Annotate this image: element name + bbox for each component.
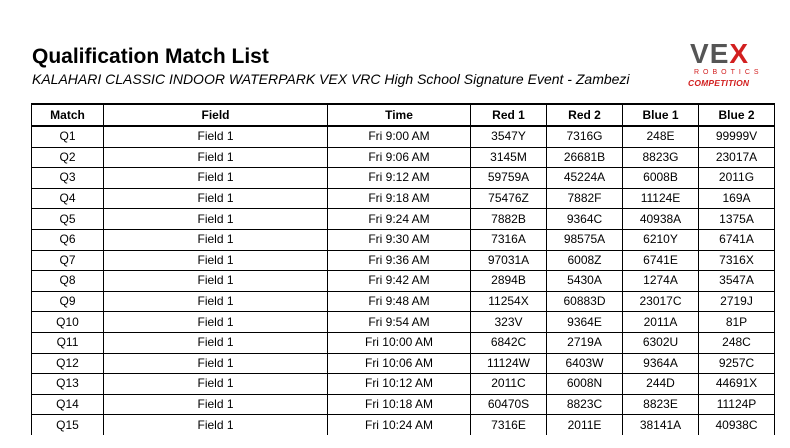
cell-blue-1: 11124E bbox=[623, 188, 699, 209]
column-header-red-2: Red 2 bbox=[547, 104, 623, 126]
cell-red-1: 6842C bbox=[471, 332, 547, 353]
cell-field: Field 1 bbox=[104, 229, 328, 250]
cell-red-2: 7316G bbox=[547, 126, 623, 147]
cell-field: Field 1 bbox=[104, 250, 328, 271]
column-header-red-1: Red 1 bbox=[471, 104, 547, 126]
cell-blue-2: 1375A bbox=[699, 209, 775, 230]
cell-time: Fri 9:00 AM bbox=[328, 126, 471, 147]
cell-red-2: 7882F bbox=[547, 188, 623, 209]
cell-field: Field 1 bbox=[104, 188, 328, 209]
cell-field: Field 1 bbox=[104, 394, 328, 415]
event-subtitle: KALAHARI CLASSIC INDOOR WATERPARK VEX VRC High School Signature Event - Zambezi bbox=[32, 71, 630, 87]
table-row bbox=[32, 291, 775, 312]
cell-blue-2: 9257C bbox=[699, 353, 775, 374]
cell-blue-1: 6210Y bbox=[623, 229, 699, 250]
cell-red-1: 97031A bbox=[471, 250, 547, 271]
cell-time: Fri 9:48 AM bbox=[328, 291, 471, 312]
cell-time: Fri 9:54 AM bbox=[328, 312, 471, 333]
table-row bbox=[32, 147, 775, 168]
table-row bbox=[32, 415, 775, 435]
cell-blue-1: 6302U bbox=[623, 332, 699, 353]
vex-robotics-logo bbox=[688, 40, 774, 90]
cell-blue-1: 2011A bbox=[623, 312, 699, 333]
cell-field: Field 1 bbox=[104, 353, 328, 374]
cell-time: Fri 10:18 AM bbox=[328, 394, 471, 415]
column-header-field: Field bbox=[104, 104, 328, 126]
cell-field: Field 1 bbox=[104, 147, 328, 168]
cell-blue-2: 99999V bbox=[699, 126, 775, 147]
cell-field: Field 1 bbox=[104, 168, 328, 189]
page-title: Qualification Match List bbox=[32, 45, 269, 68]
cell-field: Field 1 bbox=[104, 415, 328, 435]
cell-match: Q14 bbox=[32, 394, 104, 415]
cell-red-2: 8823C bbox=[547, 394, 623, 415]
cell-field: Field 1 bbox=[104, 291, 328, 312]
cell-time: Fri 9:36 AM bbox=[328, 250, 471, 271]
cell-blue-2: 169A bbox=[699, 188, 775, 209]
cell-red-1: 323V bbox=[471, 312, 547, 333]
cell-blue-1: 8823G bbox=[623, 147, 699, 168]
cell-match: Q7 bbox=[32, 250, 104, 271]
cell-match: Q5 bbox=[32, 209, 104, 230]
logo-robotics-text: ROBOTICS bbox=[694, 69, 763, 76]
cell-red-1: 75476Z bbox=[471, 188, 547, 209]
cell-time: Fri 9:18 AM bbox=[328, 188, 471, 209]
cell-time: Fri 9:24 AM bbox=[328, 209, 471, 230]
table-row bbox=[32, 394, 775, 415]
cell-time: Fri 10:06 AM bbox=[328, 353, 471, 374]
cell-blue-2: 3547A bbox=[699, 271, 775, 292]
cell-blue-1: 244D bbox=[623, 374, 699, 395]
cell-match: Q2 bbox=[32, 147, 104, 168]
cell-red-1: 3547Y bbox=[471, 126, 547, 147]
column-header-blue-2: Blue 2 bbox=[699, 104, 775, 126]
cell-blue-2: 44691X bbox=[699, 374, 775, 395]
cell-match: Q15 bbox=[32, 415, 104, 435]
table-row bbox=[32, 126, 775, 147]
cell-field: Field 1 bbox=[104, 209, 328, 230]
table-row bbox=[32, 250, 775, 271]
cell-red-1: 11254X bbox=[471, 291, 547, 312]
cell-blue-1: 38141A bbox=[623, 415, 699, 435]
cell-time: Fri 9:06 AM bbox=[328, 147, 471, 168]
match-table bbox=[31, 103, 775, 435]
cell-match: Q13 bbox=[32, 374, 104, 395]
cell-field: Field 1 bbox=[104, 271, 328, 292]
cell-match: Q4 bbox=[32, 188, 104, 209]
vex-letter-x: X bbox=[729, 38, 750, 69]
cell-red-2: 2719A bbox=[547, 332, 623, 353]
cell-red-1: 11124W bbox=[471, 353, 547, 374]
table-header-row bbox=[32, 104, 775, 126]
cell-match: Q6 bbox=[32, 229, 104, 250]
table-body bbox=[32, 126, 775, 435]
cell-time: Fri 9:30 AM bbox=[328, 229, 471, 250]
cell-blue-2: 2719J bbox=[699, 291, 775, 312]
cell-red-2: 26681B bbox=[547, 147, 623, 168]
cell-blue-2: 6741A bbox=[699, 229, 775, 250]
cell-blue-2: 23017A bbox=[699, 147, 775, 168]
table-row bbox=[32, 332, 775, 353]
cell-red-2: 2011E bbox=[547, 415, 623, 435]
cell-blue-2: 7316X bbox=[699, 250, 775, 271]
cell-field: Field 1 bbox=[104, 126, 328, 147]
cell-match: Q9 bbox=[32, 291, 104, 312]
table-row bbox=[32, 209, 775, 230]
cell-blue-1: 9364A bbox=[623, 353, 699, 374]
cell-red-1: 7882B bbox=[471, 209, 547, 230]
cell-match: Q12 bbox=[32, 353, 104, 374]
cell-time: Fri 10:00 AM bbox=[328, 332, 471, 353]
cell-match: Q1 bbox=[32, 126, 104, 147]
vex-wordmark bbox=[690, 40, 749, 68]
cell-time: Fri 10:24 AM bbox=[328, 415, 471, 435]
cell-red-2: 9364E bbox=[547, 312, 623, 333]
table-row bbox=[32, 312, 775, 333]
column-header-match: Match bbox=[32, 104, 104, 126]
table-row bbox=[32, 353, 775, 374]
cell-red-2: 6403W bbox=[547, 353, 623, 374]
cell-match: Q10 bbox=[32, 312, 104, 333]
cell-red-2: 6008N bbox=[547, 374, 623, 395]
table-row bbox=[32, 271, 775, 292]
cell-field: Field 1 bbox=[104, 374, 328, 395]
cell-blue-2: 40938C bbox=[699, 415, 775, 435]
cell-red-2: 98575A bbox=[547, 229, 623, 250]
table-row bbox=[32, 188, 775, 209]
vex-letter-v: V bbox=[690, 38, 710, 69]
cell-match: Q8 bbox=[32, 271, 104, 292]
cell-red-1: 60470S bbox=[471, 394, 547, 415]
cell-blue-2: 11124P bbox=[699, 394, 775, 415]
cell-match: Q3 bbox=[32, 168, 104, 189]
cell-blue-2: 248C bbox=[699, 332, 775, 353]
cell-match: Q11 bbox=[32, 332, 104, 353]
cell-red-2: 45224A bbox=[547, 168, 623, 189]
table-row bbox=[32, 229, 775, 250]
cell-time: Fri 9:42 AM bbox=[328, 271, 471, 292]
cell-red-2: 6008Z bbox=[547, 250, 623, 271]
cell-blue-1: 8823E bbox=[623, 394, 699, 415]
cell-blue-2: 2011G bbox=[699, 168, 775, 189]
logo-competition-text: COMPETITION bbox=[688, 78, 750, 88]
cell-blue-1: 1274A bbox=[623, 271, 699, 292]
table-row bbox=[32, 168, 775, 189]
table-row bbox=[32, 374, 775, 395]
cell-red-2: 5430A bbox=[547, 271, 623, 292]
cell-red-1: 2894B bbox=[471, 271, 547, 292]
cell-red-1: 7316A bbox=[471, 229, 547, 250]
cell-time: Fri 9:12 AM bbox=[328, 168, 471, 189]
cell-red-1: 2011C bbox=[471, 374, 547, 395]
cell-red-1: 7316E bbox=[471, 415, 547, 435]
cell-blue-1: 6008B bbox=[623, 168, 699, 189]
column-header-time: Time bbox=[328, 104, 471, 126]
cell-field: Field 1 bbox=[104, 332, 328, 353]
cell-red-2: 9364C bbox=[547, 209, 623, 230]
cell-blue-1: 40938A bbox=[623, 209, 699, 230]
cell-red-1: 59759A bbox=[471, 168, 547, 189]
cell-red-1: 3145M bbox=[471, 147, 547, 168]
cell-blue-2: 81P bbox=[699, 312, 775, 333]
cell-time: Fri 10:12 AM bbox=[328, 374, 471, 395]
cell-blue-1: 248E bbox=[623, 126, 699, 147]
cell-blue-1: 23017C bbox=[623, 291, 699, 312]
column-header-blue-1: Blue 1 bbox=[623, 104, 699, 126]
cell-red-2: 60883D bbox=[547, 291, 623, 312]
vex-letter-e: E bbox=[709, 38, 730, 69]
cell-field: Field 1 bbox=[104, 312, 328, 333]
cell-blue-1: 6741E bbox=[623, 250, 699, 271]
